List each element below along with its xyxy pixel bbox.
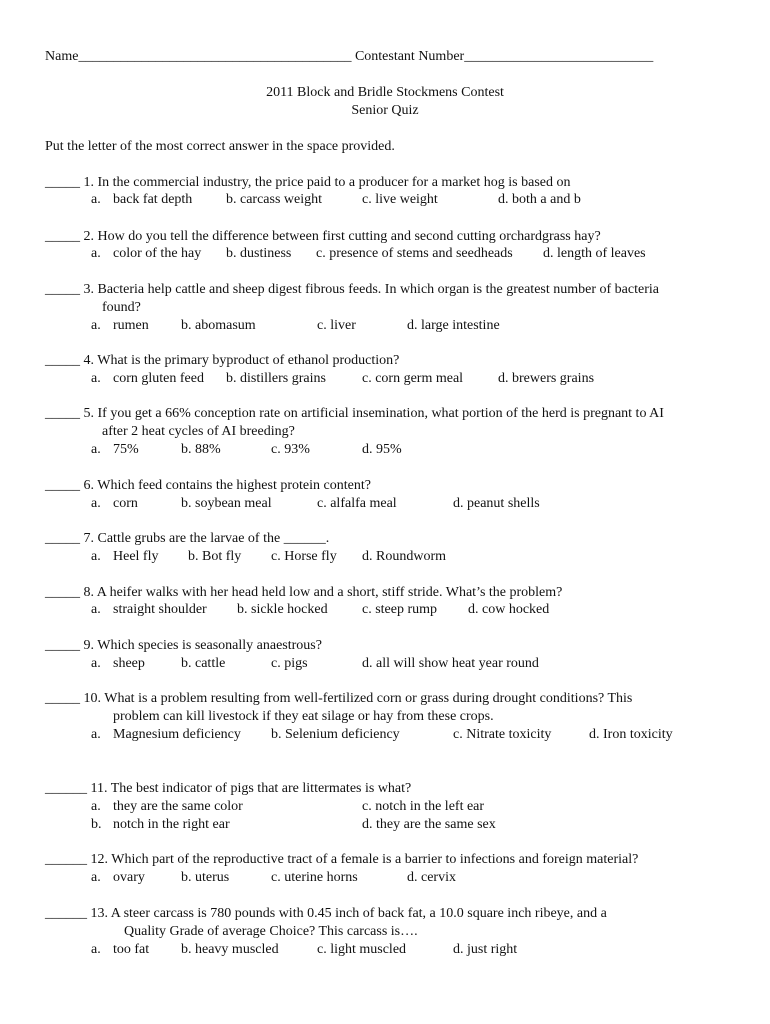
option-d: d. Iron toxicity xyxy=(589,727,673,742)
option-d: d. all will show heat year round xyxy=(362,656,539,671)
option-letter: a. xyxy=(91,656,101,671)
option-a: too fat xyxy=(113,942,150,957)
question-number: 10. xyxy=(83,691,101,706)
quiz-title: 2011 Block and Bridle Stockmens Contest xyxy=(266,85,504,100)
option-d: d. cow hocked xyxy=(468,602,550,617)
option-d: d. peanut shells xyxy=(453,496,540,511)
option-d: d. cervix xyxy=(407,870,456,885)
option-a: corn gluten feed xyxy=(113,371,204,386)
option-letter: a. xyxy=(91,799,101,814)
option-c: c. liver xyxy=(317,318,356,333)
answer-blank[interactable]: _____ xyxy=(45,353,80,368)
question-number: 5. xyxy=(83,406,94,421)
option-c: c. alfalfa meal xyxy=(317,496,397,511)
option-letter: a. xyxy=(91,246,101,261)
question-4 xyxy=(45,352,399,369)
option-b: b. abomasum xyxy=(181,318,256,333)
option-d: d. both a and b xyxy=(498,192,581,207)
question-text-continued: Quality Grade of average Choice? This carcass is…. xyxy=(124,924,418,939)
question-text-continued: found? xyxy=(102,300,141,315)
option-b: b. Selenium deficiency xyxy=(271,727,400,742)
option-b: b. uterus xyxy=(181,870,230,885)
question-number: 7. xyxy=(83,531,94,546)
option-a: ovary xyxy=(113,870,145,885)
option-a: corn xyxy=(113,496,138,511)
question-7 xyxy=(45,530,329,547)
option-c: c. presence of stems and seedheads xyxy=(316,246,513,261)
answer-blank[interactable]: _____ xyxy=(45,691,80,706)
answer-blank[interactable]: _____ xyxy=(45,531,80,546)
option-letter: a. xyxy=(91,371,101,386)
question-text: The best indicator of pigs that are littermates is what? xyxy=(110,781,412,796)
question-number: 9. xyxy=(83,638,94,653)
option-c: c. light muscled xyxy=(317,942,407,957)
question-number: 3. xyxy=(83,282,94,297)
option-d: d. Roundworm xyxy=(362,549,446,564)
option-d: d. 95% xyxy=(362,442,402,457)
question-1 xyxy=(45,174,571,191)
question-text: Cattle grubs are the larvae of the ______. xyxy=(97,531,330,546)
option-b: b. sickle hocked xyxy=(237,602,328,617)
option-a: back fat depth xyxy=(113,192,193,207)
option-d: d. large intestine xyxy=(407,318,500,333)
answer-blank[interactable]: ______ xyxy=(45,906,87,921)
option-b: b. 88% xyxy=(181,442,221,457)
answer-blank[interactable]: _____ xyxy=(45,282,80,297)
question-text: Which part of the reproductive tract of a female is a barrier to infections and foreign material? xyxy=(111,852,639,867)
option-letter: a. xyxy=(91,192,101,207)
question-text: Bacteria help cattle and sheep digest fibrous feeds. In which organ is the greatest number of bacteria xyxy=(97,282,659,297)
question-3 xyxy=(45,281,659,298)
option-letter: a. xyxy=(91,602,101,617)
option-d: d. length of leaves xyxy=(543,246,646,261)
question-number: 2. xyxy=(83,229,94,244)
option-b: b. cattle xyxy=(181,656,226,671)
option-d: d. brewers grains xyxy=(498,371,595,386)
option-d: d. they are the same sex xyxy=(362,817,496,832)
question-8 xyxy=(45,584,562,601)
question-5 xyxy=(45,405,664,422)
option-a: sheep xyxy=(113,656,145,671)
option-b: b. soybean meal xyxy=(181,496,272,511)
option-a: 75% xyxy=(113,442,139,457)
option-c: c. notch in the left ear xyxy=(362,799,485,814)
option-letter: a. xyxy=(91,549,101,564)
name-line xyxy=(45,48,653,65)
option-letter: a. xyxy=(91,942,101,957)
answer-blank[interactable]: ______ xyxy=(45,852,87,867)
option-letter: a. xyxy=(91,318,101,333)
question-9 xyxy=(45,637,322,654)
question-number: 12. xyxy=(90,852,108,867)
option-b: b. distillers grains xyxy=(226,371,326,386)
question-10 xyxy=(45,690,632,707)
option-letter: a. xyxy=(91,870,101,885)
answer-blank[interactable]: _____ xyxy=(45,638,80,653)
name-blank[interactable]: _______________________________________ xyxy=(78,49,352,64)
option-letter: b. xyxy=(91,817,102,832)
question-text-continued: after 2 heat cycles of AI breeding? xyxy=(102,424,295,439)
answer-blank[interactable]: _____ xyxy=(45,229,80,244)
question-text: What is a problem resulting from well-fertilized corn or grass during drought conditions? This xyxy=(104,691,633,706)
question-text: A heifer walks with her head held low and a short, stiff stride. What’s the problem? xyxy=(96,585,563,600)
question-11 xyxy=(45,780,411,797)
question-text: In the commercial industry, the price paid to a producer for a market hog is based on xyxy=(97,175,571,190)
question-12 xyxy=(45,851,638,868)
question-6 xyxy=(45,477,371,494)
quiz-subtitle: Senior Quiz xyxy=(351,103,419,118)
question-text: Which feed contains the highest protein content? xyxy=(97,478,371,493)
option-c: c. steep rump xyxy=(362,602,438,617)
question-text: Which species is seasonally anaestrous? xyxy=(97,638,322,653)
option-letter: a. xyxy=(91,442,101,457)
question-2 xyxy=(45,228,601,245)
answer-blank[interactable]: _____ xyxy=(45,478,80,493)
option-c: c. corn germ meal xyxy=(362,371,464,386)
contestant-number-label: Contestant Number xyxy=(354,49,465,64)
option-a: straight shoulder xyxy=(113,602,207,617)
answer-blank[interactable]: _____ xyxy=(45,175,80,190)
question-text: If you get a 66% conception rate on artificial insemination, what portion of the herd is pregnant to AI xyxy=(97,406,664,421)
option-c: c. Horse fly xyxy=(271,549,337,564)
question-number: 6. xyxy=(83,478,94,493)
name-label: Name xyxy=(45,49,79,64)
option-d: d. just right xyxy=(453,942,518,957)
answer-blank[interactable]: _____ xyxy=(45,406,80,421)
option-a: rumen xyxy=(113,318,149,333)
option-a: color of the hay xyxy=(113,246,202,261)
question-text: How do you tell the difference between first cutting and second cutting orchardgrass hay? xyxy=(97,229,601,244)
option-letter: a. xyxy=(91,496,101,511)
answer-blank[interactable]: _____ xyxy=(45,585,80,600)
option-c: c. Nitrate toxicity xyxy=(453,727,552,742)
instructions: Put the letter of the most correct answer in the space provided. xyxy=(45,139,395,154)
option-a: Heel fly xyxy=(113,549,159,564)
option-letter: a. xyxy=(91,727,101,742)
option-c: c. pigs xyxy=(271,656,308,671)
contestant-number-blank[interactable]: ___________________________ xyxy=(464,49,654,64)
option-b: b. Bot fly xyxy=(188,549,242,564)
question-number: 13. xyxy=(90,906,108,921)
option-a: they are the same color xyxy=(113,799,243,814)
option-c: c. 93% xyxy=(271,442,310,457)
option-c: c. uterine horns xyxy=(271,870,358,885)
question-number: 11. xyxy=(90,781,108,796)
answer-blank[interactable]: ______ xyxy=(45,781,87,796)
question-text: A steer carcass is 780 pounds with 0.45 inch of back fat, a 10.0 square inch ribeye, and a xyxy=(110,906,607,921)
question-number: 8. xyxy=(83,585,94,600)
question-text-continued: problem can kill livestock if they eat silage or hay from these crops. xyxy=(113,709,494,724)
option-b: b. dustiness xyxy=(226,246,292,261)
question-13 xyxy=(45,905,607,922)
question-number: 4. xyxy=(83,353,94,368)
option-c: c. live weight xyxy=(362,192,438,207)
option-b: notch in the right ear xyxy=(113,817,230,832)
option-b: b. heavy muscled xyxy=(181,942,279,957)
question-number: 1. xyxy=(83,175,94,190)
option-b: b. carcass weight xyxy=(226,192,323,207)
option-a: Magnesium deficiency xyxy=(113,727,241,742)
question-text: What is the primary byproduct of ethanol production? xyxy=(97,353,400,368)
